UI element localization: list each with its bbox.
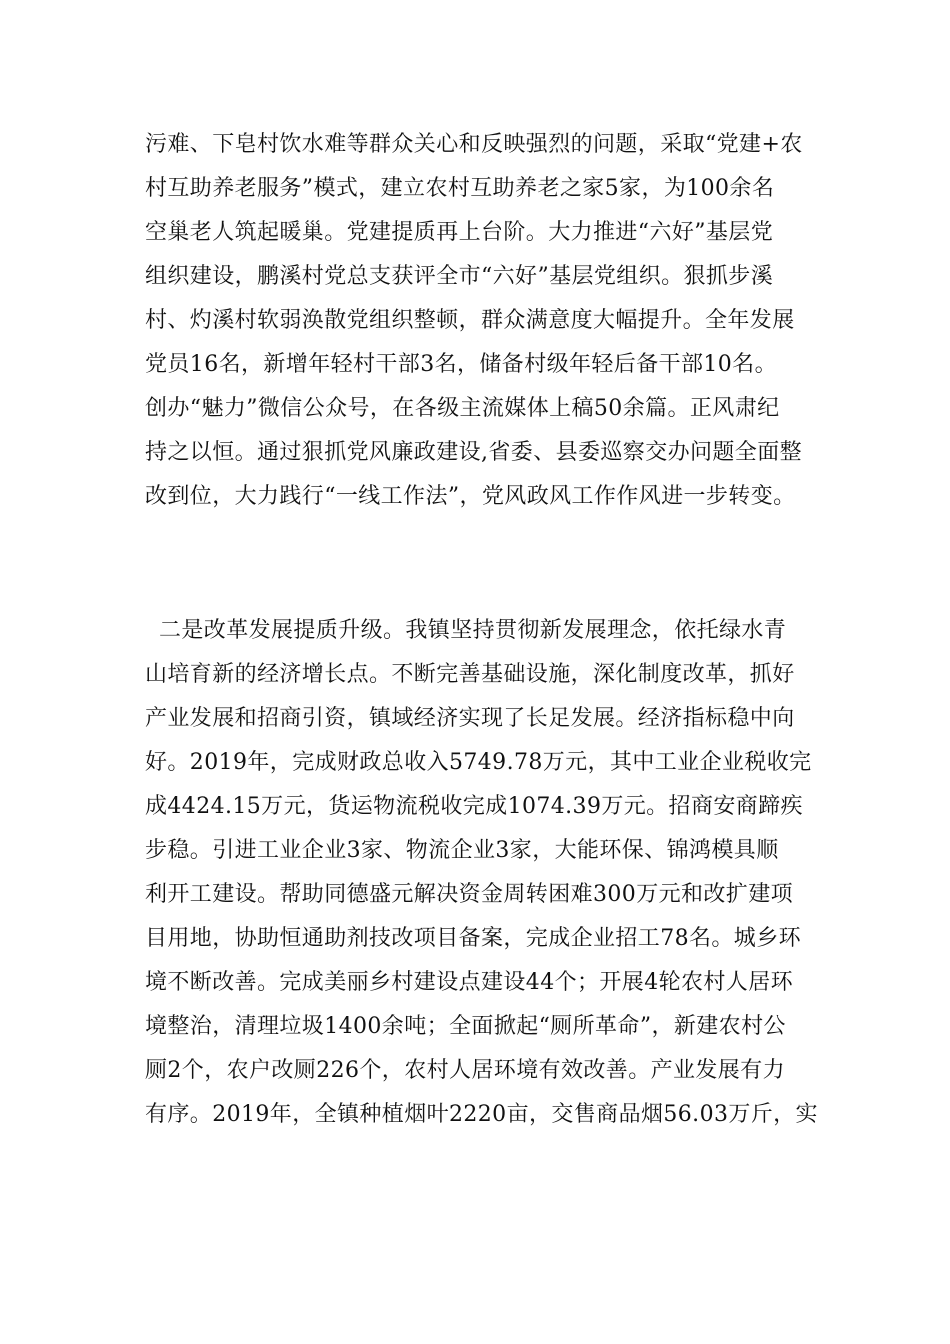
paragraph-line: 好。2019年，完成财政总收入5749.78万元，其中工业企业税收完 (145, 750, 812, 775)
paragraph-line: 山培育新的经济增长点。不断完善基础设施，深化制度改革，抓好 (145, 662, 795, 687)
paragraph-line: 村互助养老服务”模式，建立农村互助养老之家5家，为100余名 (145, 176, 775, 201)
paragraph-line: 空巢老人筑起暖巢。党建提质再上台阶。大力推进“六好”基层党 (145, 220, 774, 245)
paragraph-line: 创办“魅力”微信公众号，在各级主流媒体上稿50余篇。正风肃纪 (145, 396, 780, 421)
paragraph-line: 境整治，清理垃圾1400余吨；全面掀起“厕所革命”，新建农村公 (145, 1014, 786, 1039)
paragraph-line: 厕2个，农户改厕226个，农村人居环境有效改善。产业发展有力 (145, 1058, 785, 1083)
paragraph-2 (145, 609, 825, 1137)
paragraph-line: 有序。2019年，全镇种植烟叶2220亩，交售商品烟56.03万斤，实 (145, 1102, 818, 1127)
paragraph-line: 目用地，协助恒通助剂技改项目备案，完成企业招工78名。城乡环 (145, 926, 801, 951)
paragraph-line: 二是改革发展提质升级。我镇坚持贯彻新发展理念，依托绿水青 (159, 618, 787, 643)
paragraph-line: 步稳。引进工业企业3家、物流企业3家，大能环保、锦鸿模具顺 (145, 838, 779, 863)
paragraph-line: 改到位，大力践行“一线工作法”，党风政风工作作风进一步转变。 (145, 484, 796, 509)
paragraph-1 (145, 123, 825, 519)
paragraph-line: 持之以恒。通过狠抓党风廉政建设,省委、县委巡察交办问题全面整 (145, 440, 802, 465)
paragraph-line: 利开工建设。帮助同德盛元解决资金周转困难300万元和改扩建项 (145, 882, 793, 907)
paragraph-line: 村、灼溪村软弱涣散党组织整顿，群众满意度大幅提升。全年发展 (145, 308, 795, 333)
paragraph-line: 组织建设，鹏溪村党总支获评全市“六好”基层党组织。狠抓步溪 (145, 264, 774, 289)
paragraph-line: 境不断改善。完成美丽乡村建设点建设44个；开展4轮农村人居环 (145, 970, 793, 995)
paragraph-line: 产业发展和招商引资，镇域经济实现了长足发展。经济指标稳中向 (145, 706, 795, 731)
paragraph-line: 党员16名，新增年轻村干部3名，储备村级年轻后备干部10名。 (145, 352, 777, 377)
paragraph-line: 污难、下皂村饮水难等群众关心和反映强烈的问题，采取“党建+农 (145, 132, 803, 157)
paragraph-line: 成4424.15万元，货运物流税收完成1074.39万元。招商安商蹄疾 (145, 794, 803, 819)
